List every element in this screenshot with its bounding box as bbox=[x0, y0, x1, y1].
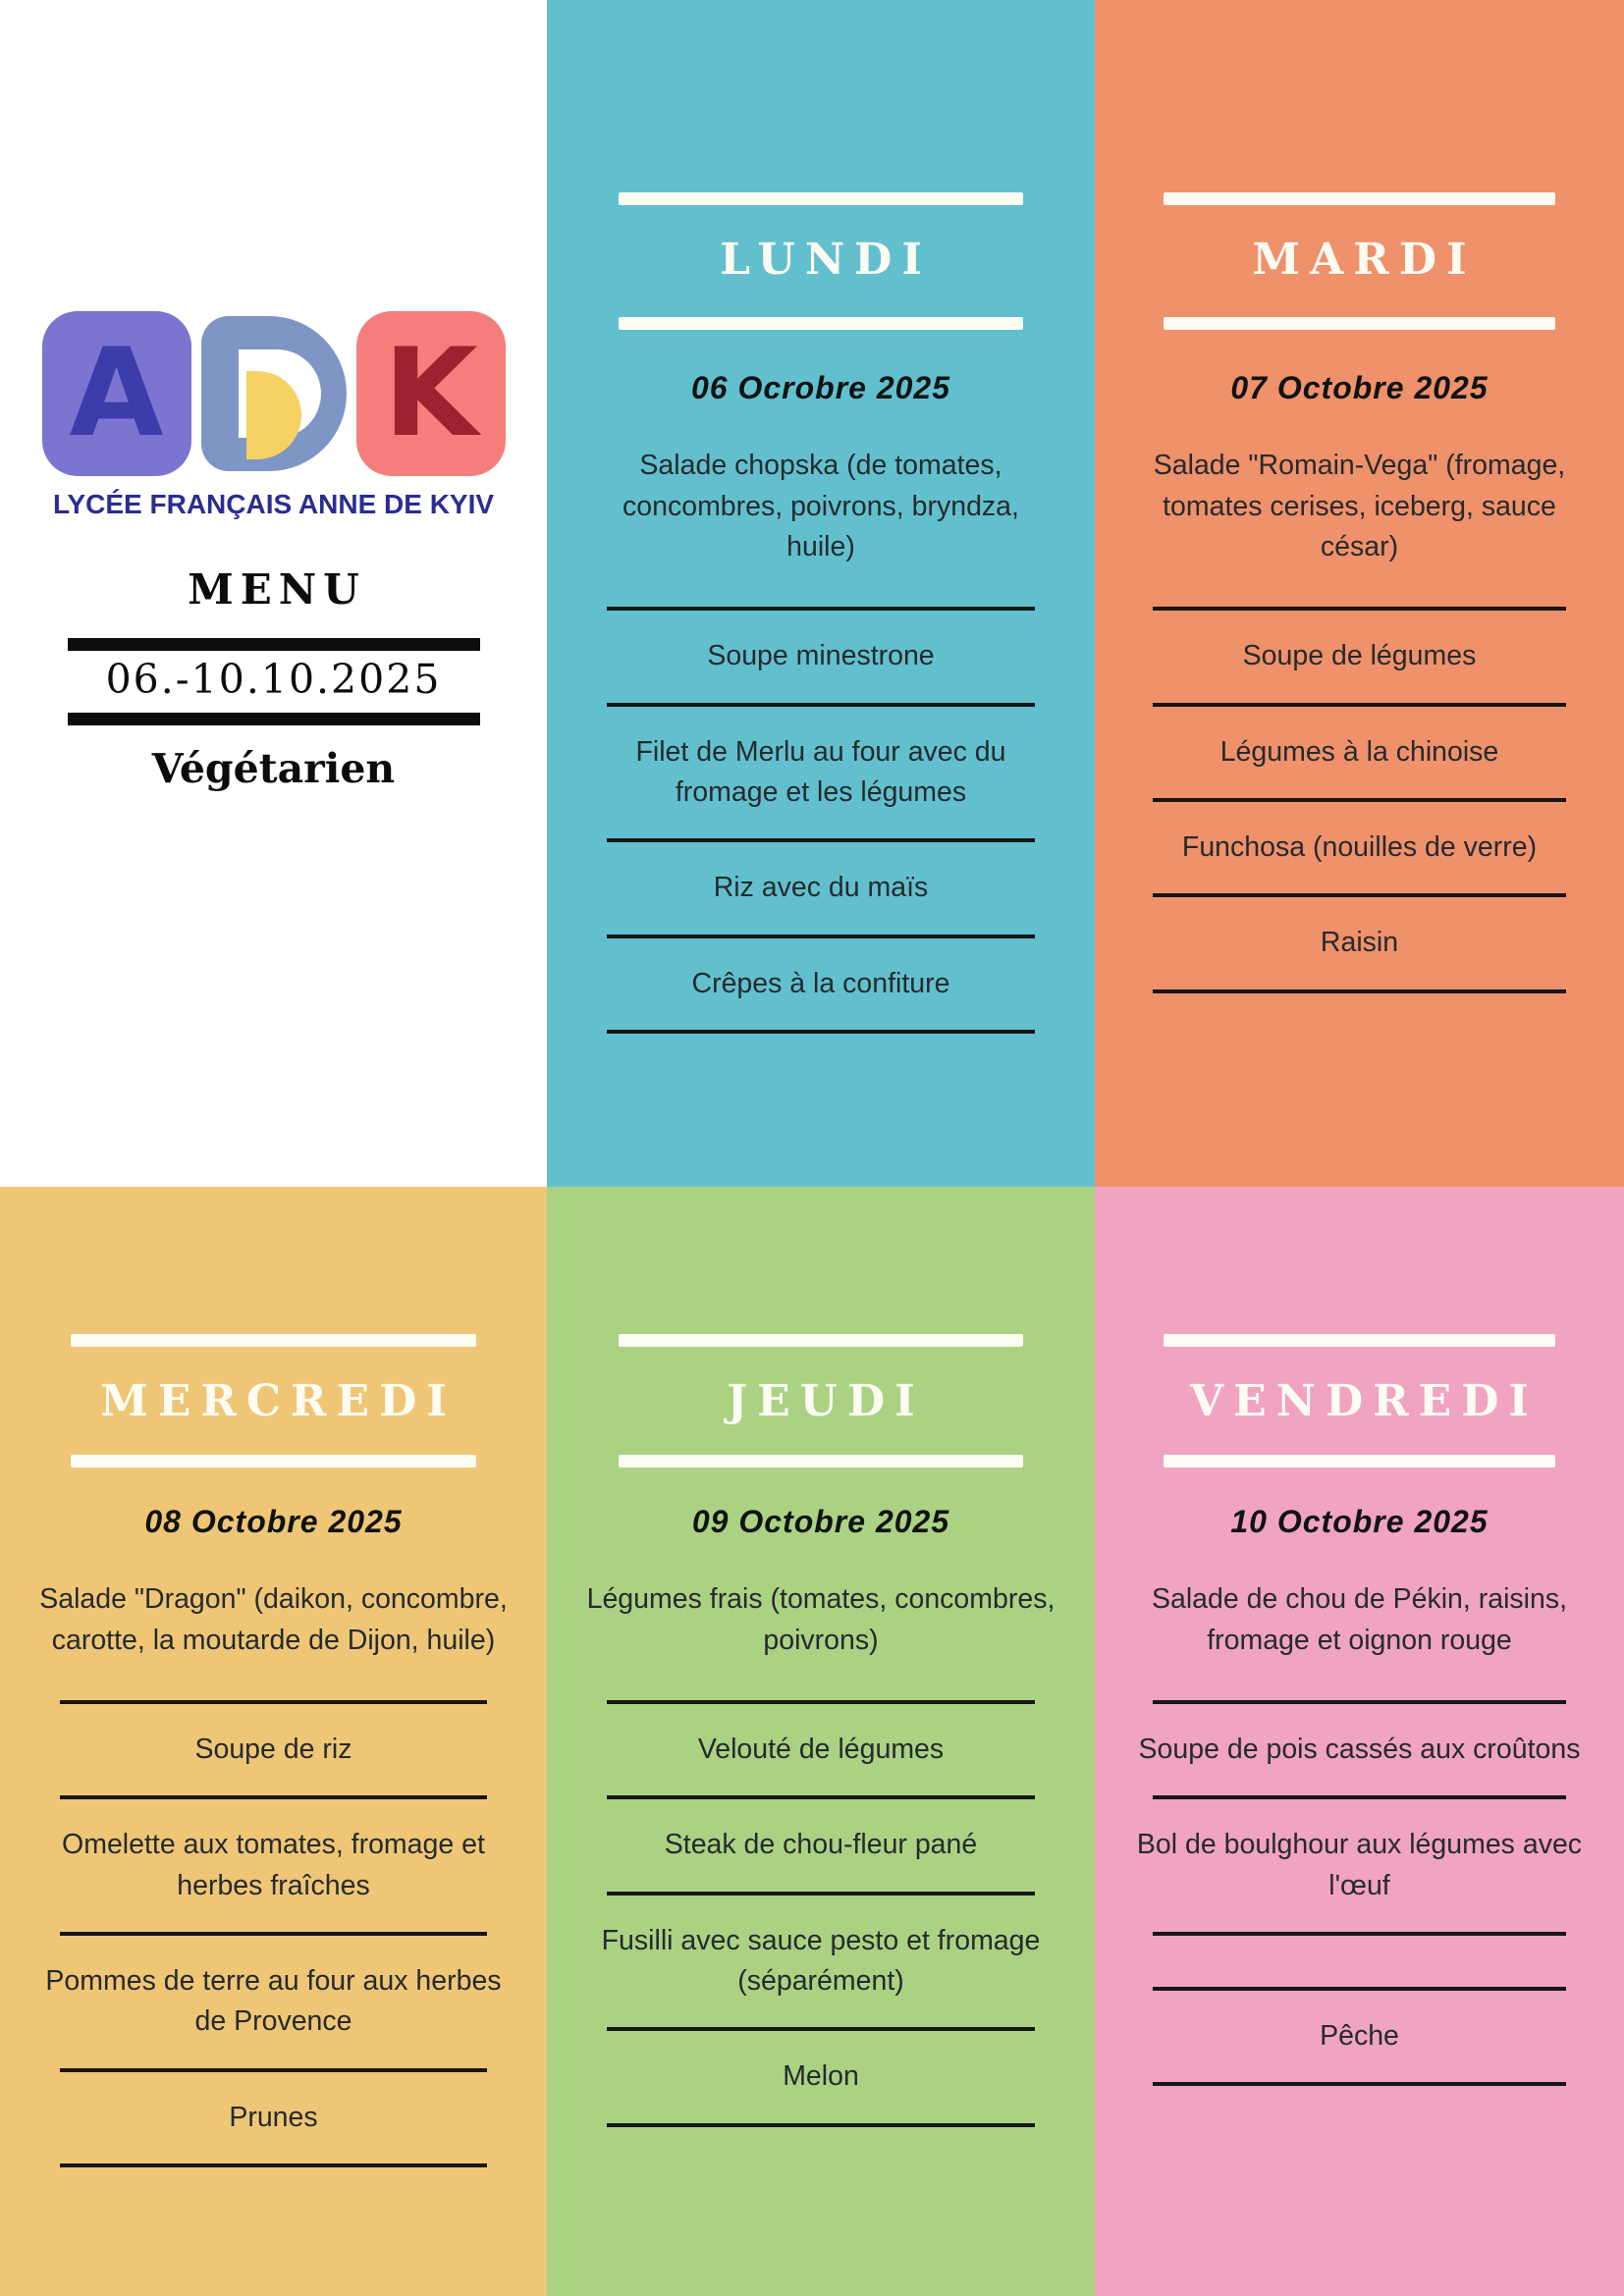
menu-item: Filet de Merlu au four avec du fromage et les légumes bbox=[635, 735, 1006, 808]
day-underline-bottom bbox=[1164, 1455, 1555, 1468]
logo-letter-a: A bbox=[69, 323, 164, 464]
day-underline-top bbox=[1164, 192, 1555, 205]
menu-title: MENU bbox=[188, 565, 366, 614]
menu-item: Fusilli avec sauce pesto et fromage (séparément) bbox=[601, 1924, 1041, 1997]
day-underline-bottom bbox=[71, 1455, 475, 1468]
menu-item: Pêche bbox=[1320, 2019, 1399, 2052]
day-date: 07 Octobre 2025 bbox=[1230, 370, 1489, 405]
menu-item: Salade "Romain-Vega" (fromage, tomates cerises, iceberg, sauce césar) bbox=[1153, 450, 1566, 563]
menu-item: Prunes bbox=[229, 2101, 318, 2133]
menu-item: Salade de chou de Pékin, raisins, fromage et oignon rouge bbox=[1151, 1583, 1568, 1656]
school-name: LYCÉE FRANÇAIS ANNE DE KYIV bbox=[52, 489, 495, 519]
menu-item: Bol de boulghour aux légumes avec l'œuf bbox=[1136, 1829, 1583, 1901]
separator-line bbox=[607, 2123, 1034, 2127]
diet-label: Végétarien bbox=[151, 745, 396, 793]
menu-item: Raisin bbox=[1320, 927, 1399, 959]
day-title: MARDI bbox=[1252, 235, 1477, 285]
divider-bar bbox=[68, 713, 480, 725]
adk-logo bbox=[42, 310, 506, 477]
separator-line bbox=[1153, 2082, 1565, 2086]
day-panel-mercredi bbox=[0, 1187, 547, 2296]
menu-item: Steak de chou-fleur pané bbox=[664, 1829, 978, 1861]
menu-item: Légumes frais (tomates, concombres, poivrons) bbox=[586, 1583, 1056, 1656]
day-title: VENDREDI bbox=[1190, 1376, 1539, 1426]
day-underline-top bbox=[1164, 1334, 1555, 1347]
day-panel-lundi bbox=[547, 0, 1095, 1187]
day-underline-bottom bbox=[619, 317, 1024, 330]
menu-item: Funchosa (nouilles de verre) bbox=[1181, 830, 1538, 863]
day-title: MERCREDI bbox=[100, 1376, 457, 1426]
day-date: 09 Octobre 2025 bbox=[691, 1504, 950, 1539]
menu-item: Riz avec du maïs bbox=[713, 872, 929, 904]
logo-letter-k: K bbox=[383, 323, 478, 464]
divider-bar bbox=[68, 638, 480, 651]
menu-item: Omelette aux tomates, fromage et herbes fraîches bbox=[62, 1829, 485, 1901]
menu-item: Salade "Dragon" (daikon, concombre, carotte, la moutarde de Dijon, huile) bbox=[39, 1583, 508, 1656]
menu-item: Légumes à la chinoise bbox=[1219, 735, 1499, 768]
day-underline-bottom bbox=[1164, 317, 1555, 330]
day-title: LUNDI bbox=[720, 235, 932, 285]
day-underline-bottom bbox=[619, 1455, 1024, 1468]
menu-item: Soupe de riz bbox=[194, 1734, 352, 1766]
menu-item: Soupe de légumes bbox=[1242, 640, 1477, 672]
separator-line bbox=[60, 2163, 486, 2167]
day-panel-vendredi bbox=[1095, 1187, 1624, 2296]
menu-item: Pommes de terre au four aux herbes de Provence bbox=[45, 1964, 502, 2038]
menu-item: Soupe minestrone bbox=[707, 640, 935, 672]
menu-item: Crêpes à la confiture bbox=[691, 967, 950, 999]
day-panel-jeudi bbox=[547, 1187, 1095, 2296]
day-date: 08 Octobre 2025 bbox=[144, 1504, 403, 1539]
menu-item: Melon bbox=[783, 2060, 859, 2093]
day-underline-top bbox=[619, 1334, 1024, 1347]
separator-line bbox=[1153, 989, 1565, 993]
menu-item: Velouté de légumes bbox=[697, 1734, 945, 1766]
info-panel bbox=[0, 0, 547, 1187]
day-date: 10 Octobre 2025 bbox=[1230, 1504, 1489, 1539]
week-range: 06.-10.10.2025 bbox=[105, 656, 442, 704]
logo-letter-a-tile bbox=[42, 311, 191, 476]
separator-line bbox=[607, 1030, 1034, 1034]
day-underline-top bbox=[619, 192, 1024, 205]
menu-item: Salade chopska (de tomates, concombres, poivrons, bryndza, huile) bbox=[623, 450, 1019, 563]
day-underline-top bbox=[71, 1334, 475, 1347]
menu-item-empty bbox=[1132, 1936, 1588, 1987]
menu-item: Soupe de pois cassés aux croûtons bbox=[1138, 1734, 1581, 1766]
day-panel-mardi bbox=[1095, 0, 1624, 1187]
day-title: JEUDI bbox=[727, 1376, 925, 1426]
day-date: 06 Ocrobre 2025 bbox=[690, 370, 951, 405]
logo-letter-k-tile bbox=[356, 311, 506, 476]
logo-letter-d-block bbox=[201, 310, 347, 477]
